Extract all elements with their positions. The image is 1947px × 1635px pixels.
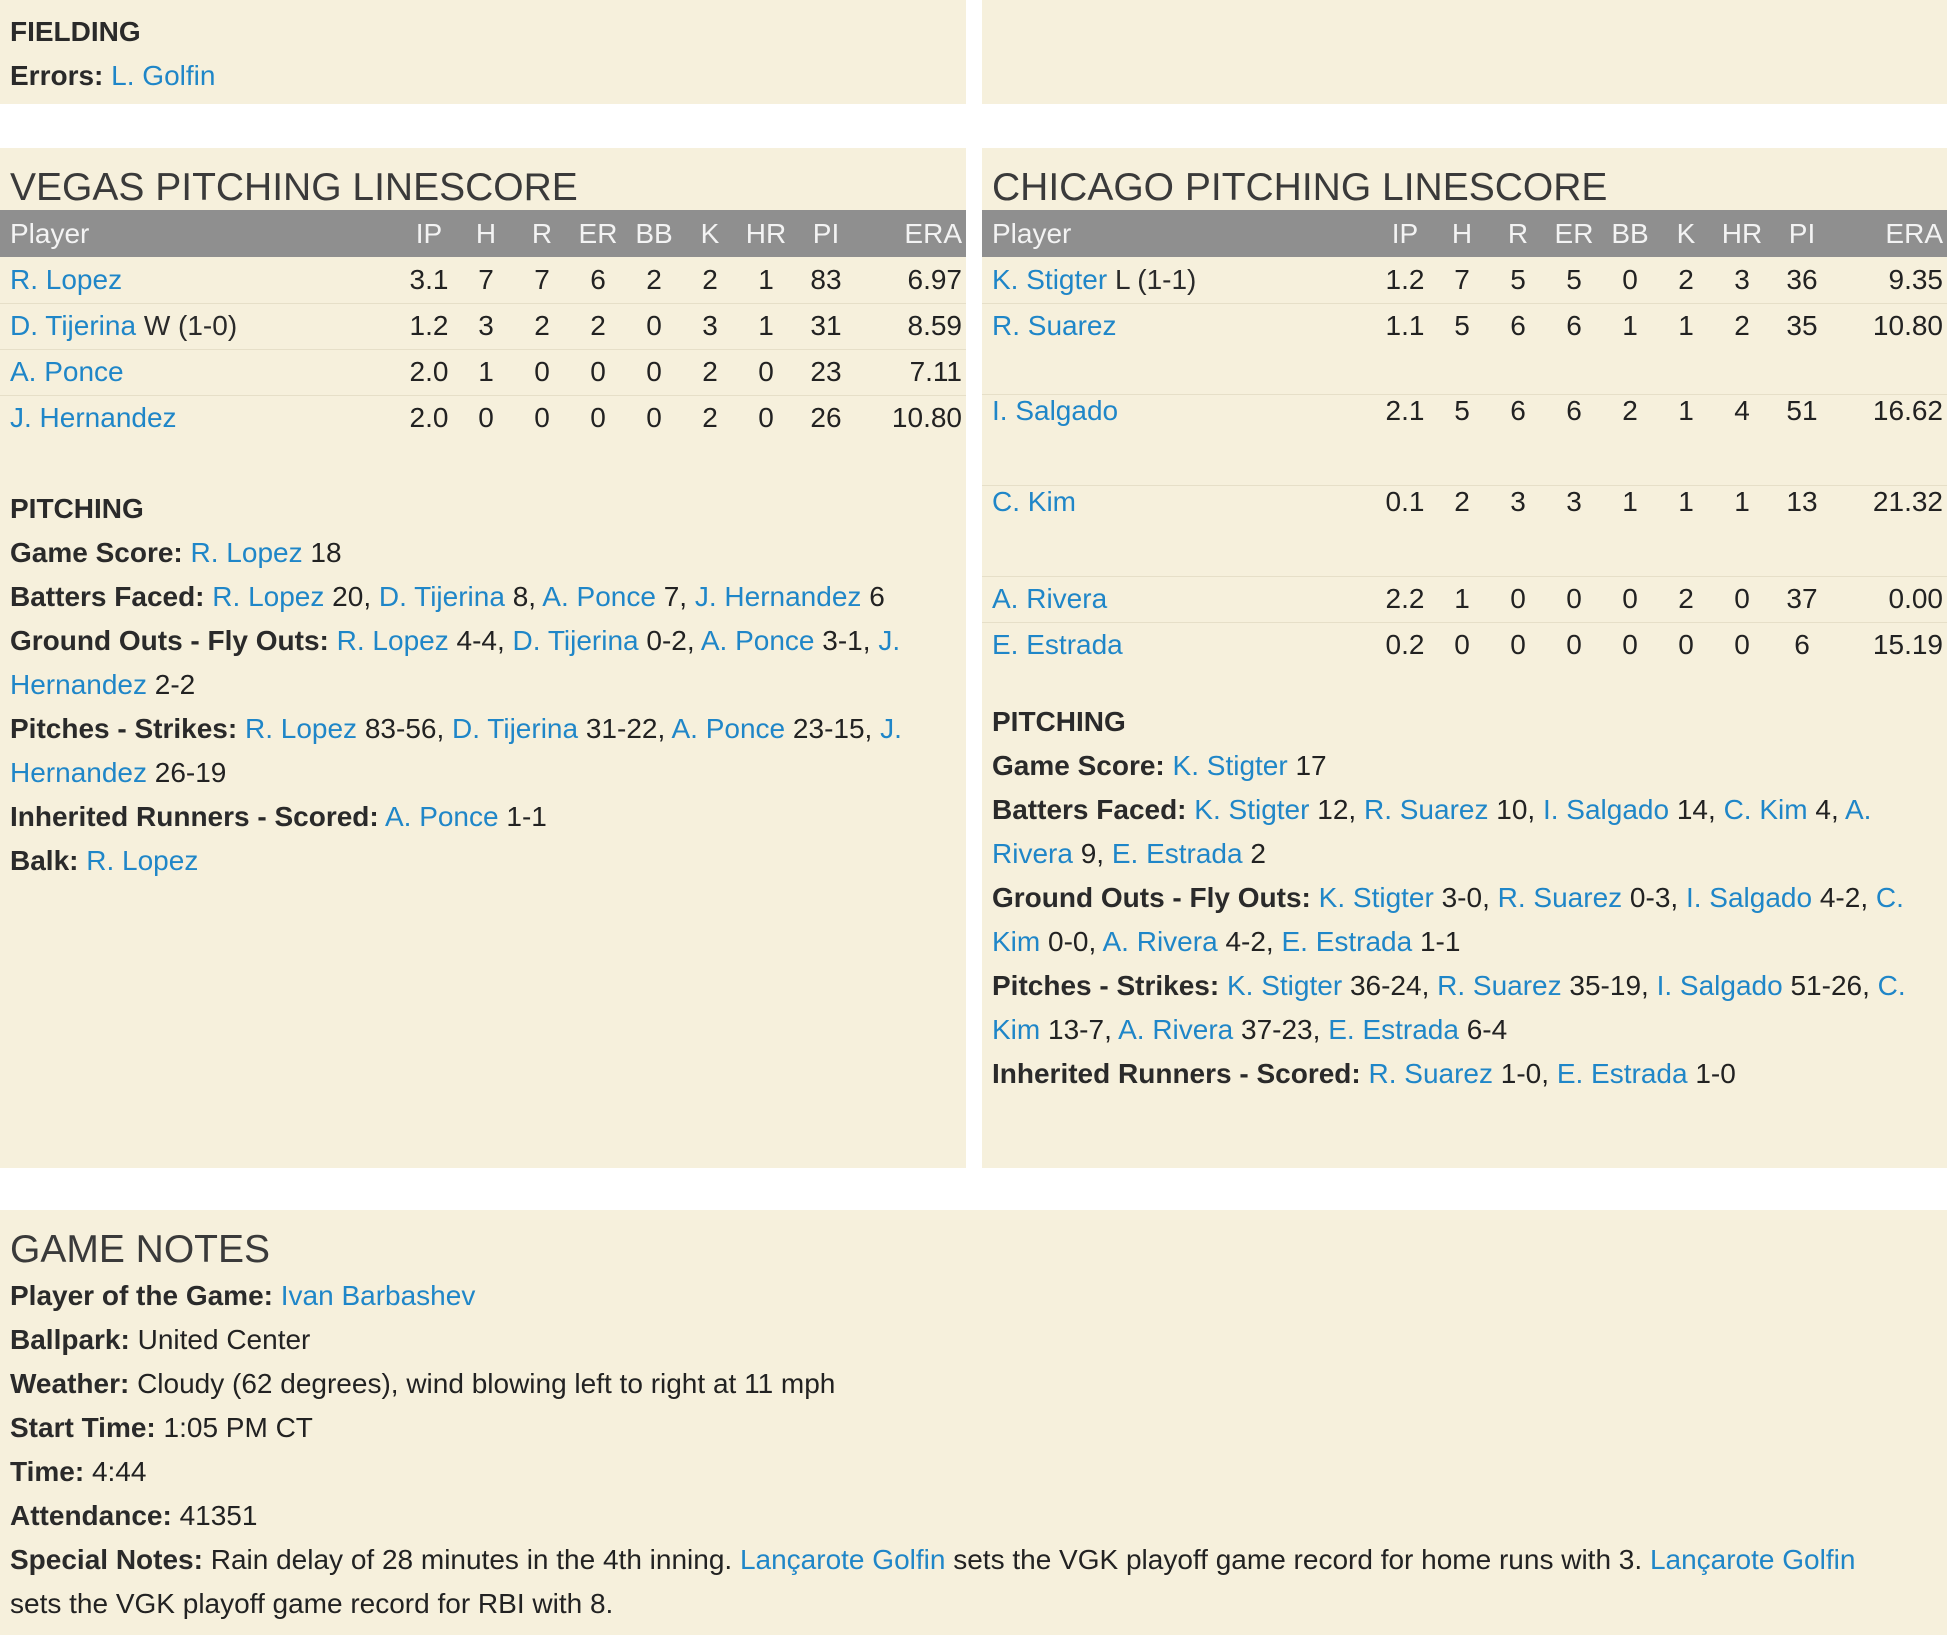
col-header: Player xyxy=(10,217,90,249)
cell-hr: 4 xyxy=(1714,394,1770,485)
player-link[interactable]: C. Kim xyxy=(992,970,1906,1045)
cell-k: 2 xyxy=(1658,257,1714,303)
cell-h: 3 xyxy=(458,303,514,349)
cell-r: 0 xyxy=(534,402,550,434)
player-link[interactable]: R. Lopez xyxy=(10,263,123,295)
col-header: IP xyxy=(415,217,443,249)
cell-hr: 2 xyxy=(1714,303,1770,394)
cell-er: 0 xyxy=(1566,629,1582,661)
cell-er: 5 xyxy=(1546,257,1602,303)
col-header: H xyxy=(475,217,497,249)
pitching-title: PITCHING xyxy=(992,706,1126,737)
cell-ip: 3.1 xyxy=(400,257,458,303)
ground-fly-outs-line: Ground Outs - Fly Outs: R. Lopez 4-4, D. Tijerina 0-2, A. Ponce 3-1, J. Hernandez 2-2 xyxy=(10,625,901,700)
cell-h: 5 xyxy=(1434,394,1490,485)
player-link[interactable]: I. Salgado xyxy=(1656,970,1783,1001)
player-link[interactable]: A. Rivera xyxy=(992,583,1108,614)
player-link[interactable]: I. Salgado xyxy=(992,394,1119,426)
player-link[interactable]: Ivan Barbashev xyxy=(280,1280,476,1311)
table-row xyxy=(982,257,1947,303)
cell-hr: 0 xyxy=(758,402,774,434)
pitches-strikes-line: Pitches - Strikes: K. Stigter 36-24, R. Suarez 35-19, I. Salgado 51-26, C. Kim 13-7, A. Rivera 37-23, E. Estrada 6-4 xyxy=(992,970,1906,1045)
cell-bb: 0 xyxy=(626,303,682,349)
player-link[interactable]: D. Tijerina xyxy=(378,581,505,612)
cell-r: 0 xyxy=(1510,629,1526,661)
player-link[interactable]: J. Hernandez xyxy=(694,581,862,612)
chicago-pitching-panel xyxy=(982,148,1947,1168)
ground-fly-outs-line: Ground Outs - Fly Outs: K. Stigter 3-0, R. Suarez 0-3, I. Salgado 4-2, C. Kim 0-0, A. Rivera 4-2, E. Estrada 1-1 xyxy=(992,882,1904,957)
cell-bb: 0 xyxy=(1602,257,1658,303)
cell-r: 7 xyxy=(514,257,570,303)
cell-er: 6 xyxy=(1546,303,1602,394)
cell-k: 2 xyxy=(682,257,738,303)
cell-pi: 6 xyxy=(1794,629,1810,661)
player-link[interactable]: R. Suarez xyxy=(1368,1058,1493,1089)
vegas-pitching-panel xyxy=(0,148,966,1168)
table-row xyxy=(0,395,966,441)
cell-h: 7 xyxy=(458,257,514,303)
game-score-line: Game Score: R. Lopez 18 xyxy=(10,537,342,568)
cell-ip: 2.1 xyxy=(1376,394,1434,485)
decision: W (1-0) xyxy=(143,310,238,341)
game-score-line: Game Score: K. Stigter 17 xyxy=(992,750,1327,781)
player-link[interactable]: E. Estrada xyxy=(992,629,1123,661)
decision: L (1-1) xyxy=(1114,263,1197,295)
fielding-panel xyxy=(0,0,966,104)
player-link[interactable]: A. Rivera xyxy=(992,794,1872,869)
cell-ip: 1.2 xyxy=(1376,257,1434,303)
cell-pi: 83 xyxy=(794,257,858,303)
player-link[interactable]: R. Lopez xyxy=(212,581,325,612)
cell-era: 7.11 xyxy=(858,349,966,395)
player-link[interactable]: C. Kim xyxy=(1723,794,1808,825)
player-link[interactable]: J. Hernandez xyxy=(10,625,901,700)
fielding-title: FIELDING xyxy=(10,16,141,47)
cell-ip: 1.2 xyxy=(400,303,458,349)
player-link[interactable]: K. Stigter xyxy=(1194,794,1310,825)
table-header-row xyxy=(982,210,1947,257)
table-row xyxy=(0,257,966,303)
cell-era: 8.59 xyxy=(858,303,966,349)
player-link[interactable]: J. Hernandez xyxy=(10,713,902,788)
cell-era: 10.80 xyxy=(1834,303,1947,394)
col-header: H xyxy=(1451,217,1473,249)
player-link[interactable]: A. Ponce xyxy=(384,801,499,832)
cell-pi: 23 xyxy=(794,349,858,395)
cell-r: 3 xyxy=(1490,485,1546,576)
inherited-runners-line: Inherited Runners - Scored: R. Suarez 1-0, E. Estrada 1-0 xyxy=(992,1058,1736,1089)
cell-era: 9.35 xyxy=(1834,257,1947,303)
cell-h: 1 xyxy=(1434,576,1490,622)
inherited-runners-line: Inherited Runners - Scored: A. Ponce 1-1 xyxy=(10,801,547,832)
attendance-line: Attendance: 41351 xyxy=(10,1500,258,1531)
cell-er: 6 xyxy=(1546,394,1602,485)
cell-r: 6 xyxy=(1490,394,1546,485)
table-row xyxy=(0,303,966,349)
cell-r: 6 xyxy=(1490,303,1546,394)
cell-hr: 1 xyxy=(1714,485,1770,576)
chicago-pitching-notes xyxy=(982,700,1947,1096)
cell-k: 3 xyxy=(682,303,738,349)
cell-k: 1 xyxy=(1658,485,1714,576)
player-link[interactable]: D. Tijerina xyxy=(10,310,137,341)
pitches-strikes-line: Pitches - Strikes: R. Lopez 83-56, D. Tijerina 31-22, A. Ponce 23-15, J. Hernandez 26-19 xyxy=(10,713,902,788)
table-row xyxy=(982,622,1947,668)
cell-bb: 0 xyxy=(1622,629,1638,661)
player-link[interactable]: K. Stigter xyxy=(992,263,1108,295)
cell-era: 15.19 xyxy=(1872,629,1943,661)
player-link[interactable]: Lançarote Golfin xyxy=(1649,1544,1856,1575)
cell-hr: 0 xyxy=(1714,576,1770,622)
cell-bb: 0 xyxy=(626,349,682,395)
cell-era: 16.62 xyxy=(1834,394,1947,485)
table-row xyxy=(982,485,1947,576)
cell-era: 21.32 xyxy=(1834,485,1947,576)
player-of-game-line: Player of the Game: Ivan Barbashev xyxy=(10,1280,476,1311)
batters-faced-line: Batters Faced: K. Stigter 12, R. Suarez 10, I. Salgado 14, C. Kim 4, A. Rivera 9, E. Estrada 2 xyxy=(992,794,1872,869)
player-link[interactable]: Lançarote Golfin xyxy=(739,1544,946,1575)
game-notes-panel xyxy=(0,1210,1947,1635)
vegas-linescore-table xyxy=(0,210,966,441)
player-link[interactable]: R. Lopez xyxy=(336,625,449,656)
cell-er: 0 xyxy=(590,402,606,434)
player-link[interactable]: L. Golfin xyxy=(111,60,216,91)
cell-er: 6 xyxy=(570,257,626,303)
cell-k: 2 xyxy=(1658,576,1714,622)
cell-k: 0 xyxy=(1678,629,1694,661)
cell-r: 0 xyxy=(1490,576,1546,622)
cell-pi: 26 xyxy=(810,402,842,434)
cell-hr: 1 xyxy=(738,303,794,349)
cell-r: 2 xyxy=(514,303,570,349)
col-header: PI xyxy=(812,217,840,249)
col-header: HR xyxy=(745,217,787,249)
balk-line: Balk: R. Lopez xyxy=(10,845,199,876)
player-link[interactable]: I. Salgado xyxy=(1685,882,1813,913)
player-link[interactable]: E. Estrada xyxy=(1556,1058,1688,1089)
player-link[interactable]: I. Salgado xyxy=(1542,794,1670,825)
cell-er: 0 xyxy=(570,349,626,395)
cell-era: 10.80 xyxy=(891,402,962,434)
player-link[interactable]: A. Rivera xyxy=(1102,926,1218,957)
vegas-section-title: VEGAS PITCHING LINESCORE xyxy=(10,166,578,209)
start-time-line: Start Time: 1:05 PM CT xyxy=(10,1412,313,1443)
col-header: ERA xyxy=(1885,217,1943,249)
player-link[interactable]: A. Ponce xyxy=(700,625,815,656)
cell-h: 1 xyxy=(458,349,514,395)
cell-hr: 0 xyxy=(1734,629,1750,661)
player-link[interactable]: C. Kim xyxy=(992,882,1904,957)
cell-er: 0 xyxy=(1546,576,1602,622)
cell-pi: 51 xyxy=(1770,394,1834,485)
cell-h: 5 xyxy=(1434,303,1490,394)
col-header: BB xyxy=(635,217,673,249)
player-link[interactable]: E. Estrada xyxy=(1328,1014,1459,1045)
cell-era: 6.97 xyxy=(858,257,966,303)
ballpark-line: Ballpark: United Center xyxy=(10,1324,311,1355)
weather-line: Weather: Cloudy (62 degrees), wind blowing left to right at 11 mph xyxy=(10,1368,836,1399)
cell-ip: 0.1 xyxy=(1376,485,1434,576)
batters-faced-line: Batters Faced: R. Lopez 20, D. Tijerina 8, A. Ponce 7, J. Hernandez 6 xyxy=(10,581,885,612)
cell-h: 2 xyxy=(1434,485,1490,576)
cell-bb: 0 xyxy=(1602,576,1658,622)
fielding-errors xyxy=(0,54,966,98)
player-link[interactable]: A. Rivera xyxy=(1118,1014,1234,1045)
player-link[interactable]: E. Estrada xyxy=(1111,838,1243,869)
player-link[interactable]: R. Suarez xyxy=(1497,882,1623,913)
player-link[interactable]: R. Lopez xyxy=(244,713,358,744)
cell-bb: 0 xyxy=(646,402,662,434)
col-header: K xyxy=(1676,217,1696,249)
cell-ip: 2.0 xyxy=(409,402,449,434)
cell-bb: 2 xyxy=(626,257,682,303)
player-link[interactable]: R. Suarez xyxy=(992,309,1117,341)
cell-hr: 3 xyxy=(1714,257,1770,303)
cell-h: 0 xyxy=(478,402,494,434)
cell-era: 0.00 xyxy=(1834,576,1947,622)
chicago-section-title: CHICAGO PITCHING LINESCORE xyxy=(992,166,1608,209)
vegas-pitching-notes xyxy=(0,487,966,883)
table-row xyxy=(982,303,1947,394)
cell-k: 1 xyxy=(1658,394,1714,485)
cell-ip: 0.2 xyxy=(1385,629,1425,661)
player-link[interactable]: J. Hernandez xyxy=(10,402,177,434)
cell-er: 2 xyxy=(570,303,626,349)
fielding-panel-right xyxy=(982,0,1947,104)
cell-pi: 13 xyxy=(1770,485,1834,576)
cell-hr: 0 xyxy=(738,349,794,395)
col-header: BB xyxy=(1611,217,1649,249)
cell-pi: 31 xyxy=(794,303,858,349)
player-link[interactable]: K. Stigter xyxy=(1318,882,1434,913)
col-header: ER xyxy=(578,217,618,249)
cell-k: 1 xyxy=(1658,303,1714,394)
cell-ip: 2.0 xyxy=(400,349,458,395)
cell-pi: 36 xyxy=(1770,257,1834,303)
cell-h: 7 xyxy=(1434,257,1490,303)
cell-bb: 2 xyxy=(1602,394,1658,485)
player-link[interactable]: A. Ponce xyxy=(671,713,786,744)
special-notes-line: Special Notes: Rain delay of 28 minutes in the 4th inning. Lançarote Golfin sets the VGK playoff game record for home runs with 3. Lançarote Golfin sets the VGK playoff game record for RBI with 8. xyxy=(10,1544,1856,1619)
cell-bb: 1 xyxy=(1602,485,1658,576)
col-header: PI xyxy=(1788,217,1816,249)
pitching-title: PITCHING xyxy=(10,493,144,524)
cell-hr: 1 xyxy=(738,257,794,303)
player-link[interactable]: D. Tijerina xyxy=(512,625,639,656)
player-link[interactable]: A. Ponce xyxy=(10,356,124,387)
cell-k: 2 xyxy=(702,402,718,434)
cell-pi: 35 xyxy=(1770,303,1834,394)
col-header: K xyxy=(700,217,720,249)
cell-pi: 37 xyxy=(1770,576,1834,622)
player-link[interactable]: R. Lopez xyxy=(190,537,303,568)
player-link[interactable]: K. Stigter xyxy=(1226,970,1343,1001)
table-row xyxy=(982,394,1947,485)
player-link[interactable]: C. Kim xyxy=(992,485,1076,517)
player-link[interactable]: D. Tijerina xyxy=(452,713,579,744)
player-link[interactable]: A. Ponce xyxy=(542,581,656,612)
table-row xyxy=(0,349,966,395)
col-header: ERA xyxy=(904,217,962,249)
col-header: HR xyxy=(1721,217,1763,249)
errors-label: Errors: xyxy=(10,60,104,91)
col-header: ER xyxy=(1554,217,1594,249)
chicago-linescore-table xyxy=(982,210,1947,668)
cell-bb: 1 xyxy=(1602,303,1658,394)
player-link[interactable]: K. Stigter xyxy=(1172,750,1288,781)
cell-h: 0 xyxy=(1454,629,1470,661)
time-line: Time: 4:44 xyxy=(10,1456,147,1487)
cell-ip: 2.2 xyxy=(1376,576,1434,622)
cell-r: 5 xyxy=(1490,257,1546,303)
col-header: IP xyxy=(1391,217,1419,249)
cell-r: 0 xyxy=(514,349,570,395)
table-header-row xyxy=(0,210,966,257)
player-link[interactable]: E. Estrada xyxy=(1281,926,1413,957)
col-header: R xyxy=(1507,217,1529,249)
player-link[interactable]: R. Suarez xyxy=(1437,970,1562,1001)
table-row xyxy=(982,576,1947,622)
col-header: Player xyxy=(992,217,1072,249)
col-header: R xyxy=(531,217,553,249)
game-notes-title: GAME NOTES xyxy=(10,1228,271,1271)
cell-er: 3 xyxy=(1546,485,1602,576)
cell-k: 2 xyxy=(682,349,738,395)
player-link[interactable]: R. Lopez xyxy=(86,845,199,876)
cell-ip: 1.1 xyxy=(1376,303,1434,394)
player-link[interactable]: R. Suarez xyxy=(1363,794,1489,825)
